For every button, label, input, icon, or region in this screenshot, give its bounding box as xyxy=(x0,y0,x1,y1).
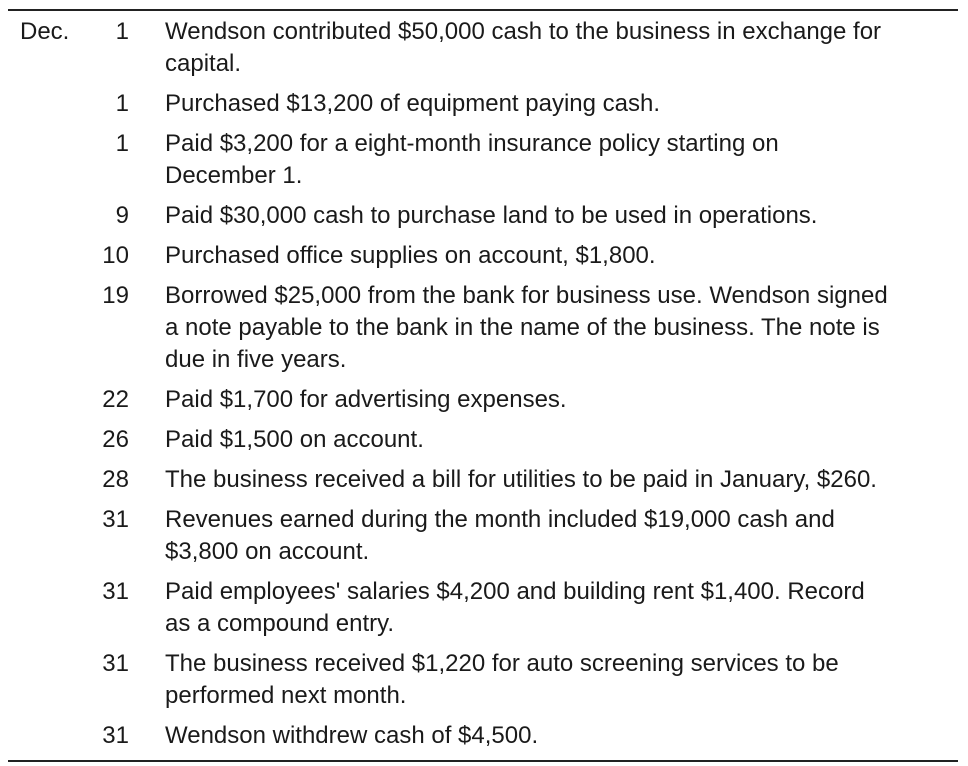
transaction-day: 9 xyxy=(115,202,129,229)
transaction-row xyxy=(0,720,968,752)
description-line: Revenues earned during the month included $19,000 cash and xyxy=(165,506,835,533)
description-line: Paid $30,000 cash to purchase land to be used in operations. xyxy=(165,202,818,229)
description-line: Paid $3,200 for a eight-month insurance policy starting on xyxy=(165,130,779,157)
transaction-description xyxy=(165,240,950,272)
description-line: Paid employees' salaries $4,200 and building rent $1,400. Record xyxy=(165,578,865,605)
description-line: Wendson contributed $50,000 cash to the business in exchange for xyxy=(165,18,882,45)
transaction-list xyxy=(0,16,968,752)
month-label: Dec. xyxy=(20,18,70,45)
transaction-description xyxy=(165,504,950,568)
transaction-description xyxy=(165,200,950,232)
transaction-row xyxy=(0,128,968,192)
description-line: a note payable to the bank in the name of the business. The note is xyxy=(165,314,880,341)
transaction-day: 1 xyxy=(115,90,129,117)
description-line: $3,800 on account. xyxy=(165,538,370,565)
top-rule xyxy=(8,9,958,11)
transaction-description xyxy=(165,720,950,752)
transaction-description xyxy=(165,384,950,416)
transaction-row xyxy=(0,576,968,640)
transaction-row xyxy=(0,464,968,496)
transaction-row xyxy=(0,16,968,80)
transaction-description xyxy=(165,88,950,120)
transaction-day: 26 xyxy=(102,426,129,453)
description-line: Paid $1,700 for advertising expenses. xyxy=(165,386,567,413)
transaction-row xyxy=(0,384,968,416)
transaction-description xyxy=(165,280,950,376)
description-line: Borrowed $25,000 from the bank for business use. Wendson signed xyxy=(165,282,888,309)
transaction-row xyxy=(0,280,968,376)
transaction-day: 31 xyxy=(102,650,129,677)
transaction-description xyxy=(165,464,950,496)
transaction-row xyxy=(0,504,968,568)
transaction-day: 10 xyxy=(102,242,129,269)
transaction-day: 1 xyxy=(115,130,129,157)
transaction-day: 31 xyxy=(102,506,129,533)
description-line: Wendson withdrew cash of $4,500. xyxy=(165,722,539,749)
bottom-rule xyxy=(8,760,958,762)
transaction-row xyxy=(0,424,968,456)
description-line: performed next month. xyxy=(165,682,407,709)
transaction-description xyxy=(165,16,950,80)
transaction-row xyxy=(0,240,968,272)
transaction-description xyxy=(165,648,950,712)
description-line: Purchased office supplies on account, $1,800. xyxy=(165,242,656,269)
transaction-row xyxy=(0,648,968,712)
transaction-day: 22 xyxy=(102,386,129,413)
description-line: The business received a bill for utilities to be paid in January, $260. xyxy=(165,466,877,493)
description-line: Purchased $13,200 of equipment paying cash. xyxy=(165,90,661,117)
transaction-day: 19 xyxy=(102,282,129,309)
description-line: Paid $1,500 on account. xyxy=(165,426,424,453)
description-line: capital. xyxy=(165,50,242,77)
description-line: as a compound entry. xyxy=(165,610,395,637)
description-line: due in five years. xyxy=(165,346,347,373)
transaction-description xyxy=(165,424,950,456)
transaction-row xyxy=(0,200,968,232)
transaction-day: 31 xyxy=(102,722,129,749)
transaction-description xyxy=(165,576,950,640)
transaction-description xyxy=(165,128,950,192)
description-line: The business received $1,220 for auto screening services to be xyxy=(165,650,839,677)
transaction-row xyxy=(0,88,968,120)
transaction-day: 1 xyxy=(115,18,129,45)
transaction-day: 31 xyxy=(102,578,129,605)
transaction-day: 28 xyxy=(102,466,129,493)
description-line: December 1. xyxy=(165,162,303,189)
